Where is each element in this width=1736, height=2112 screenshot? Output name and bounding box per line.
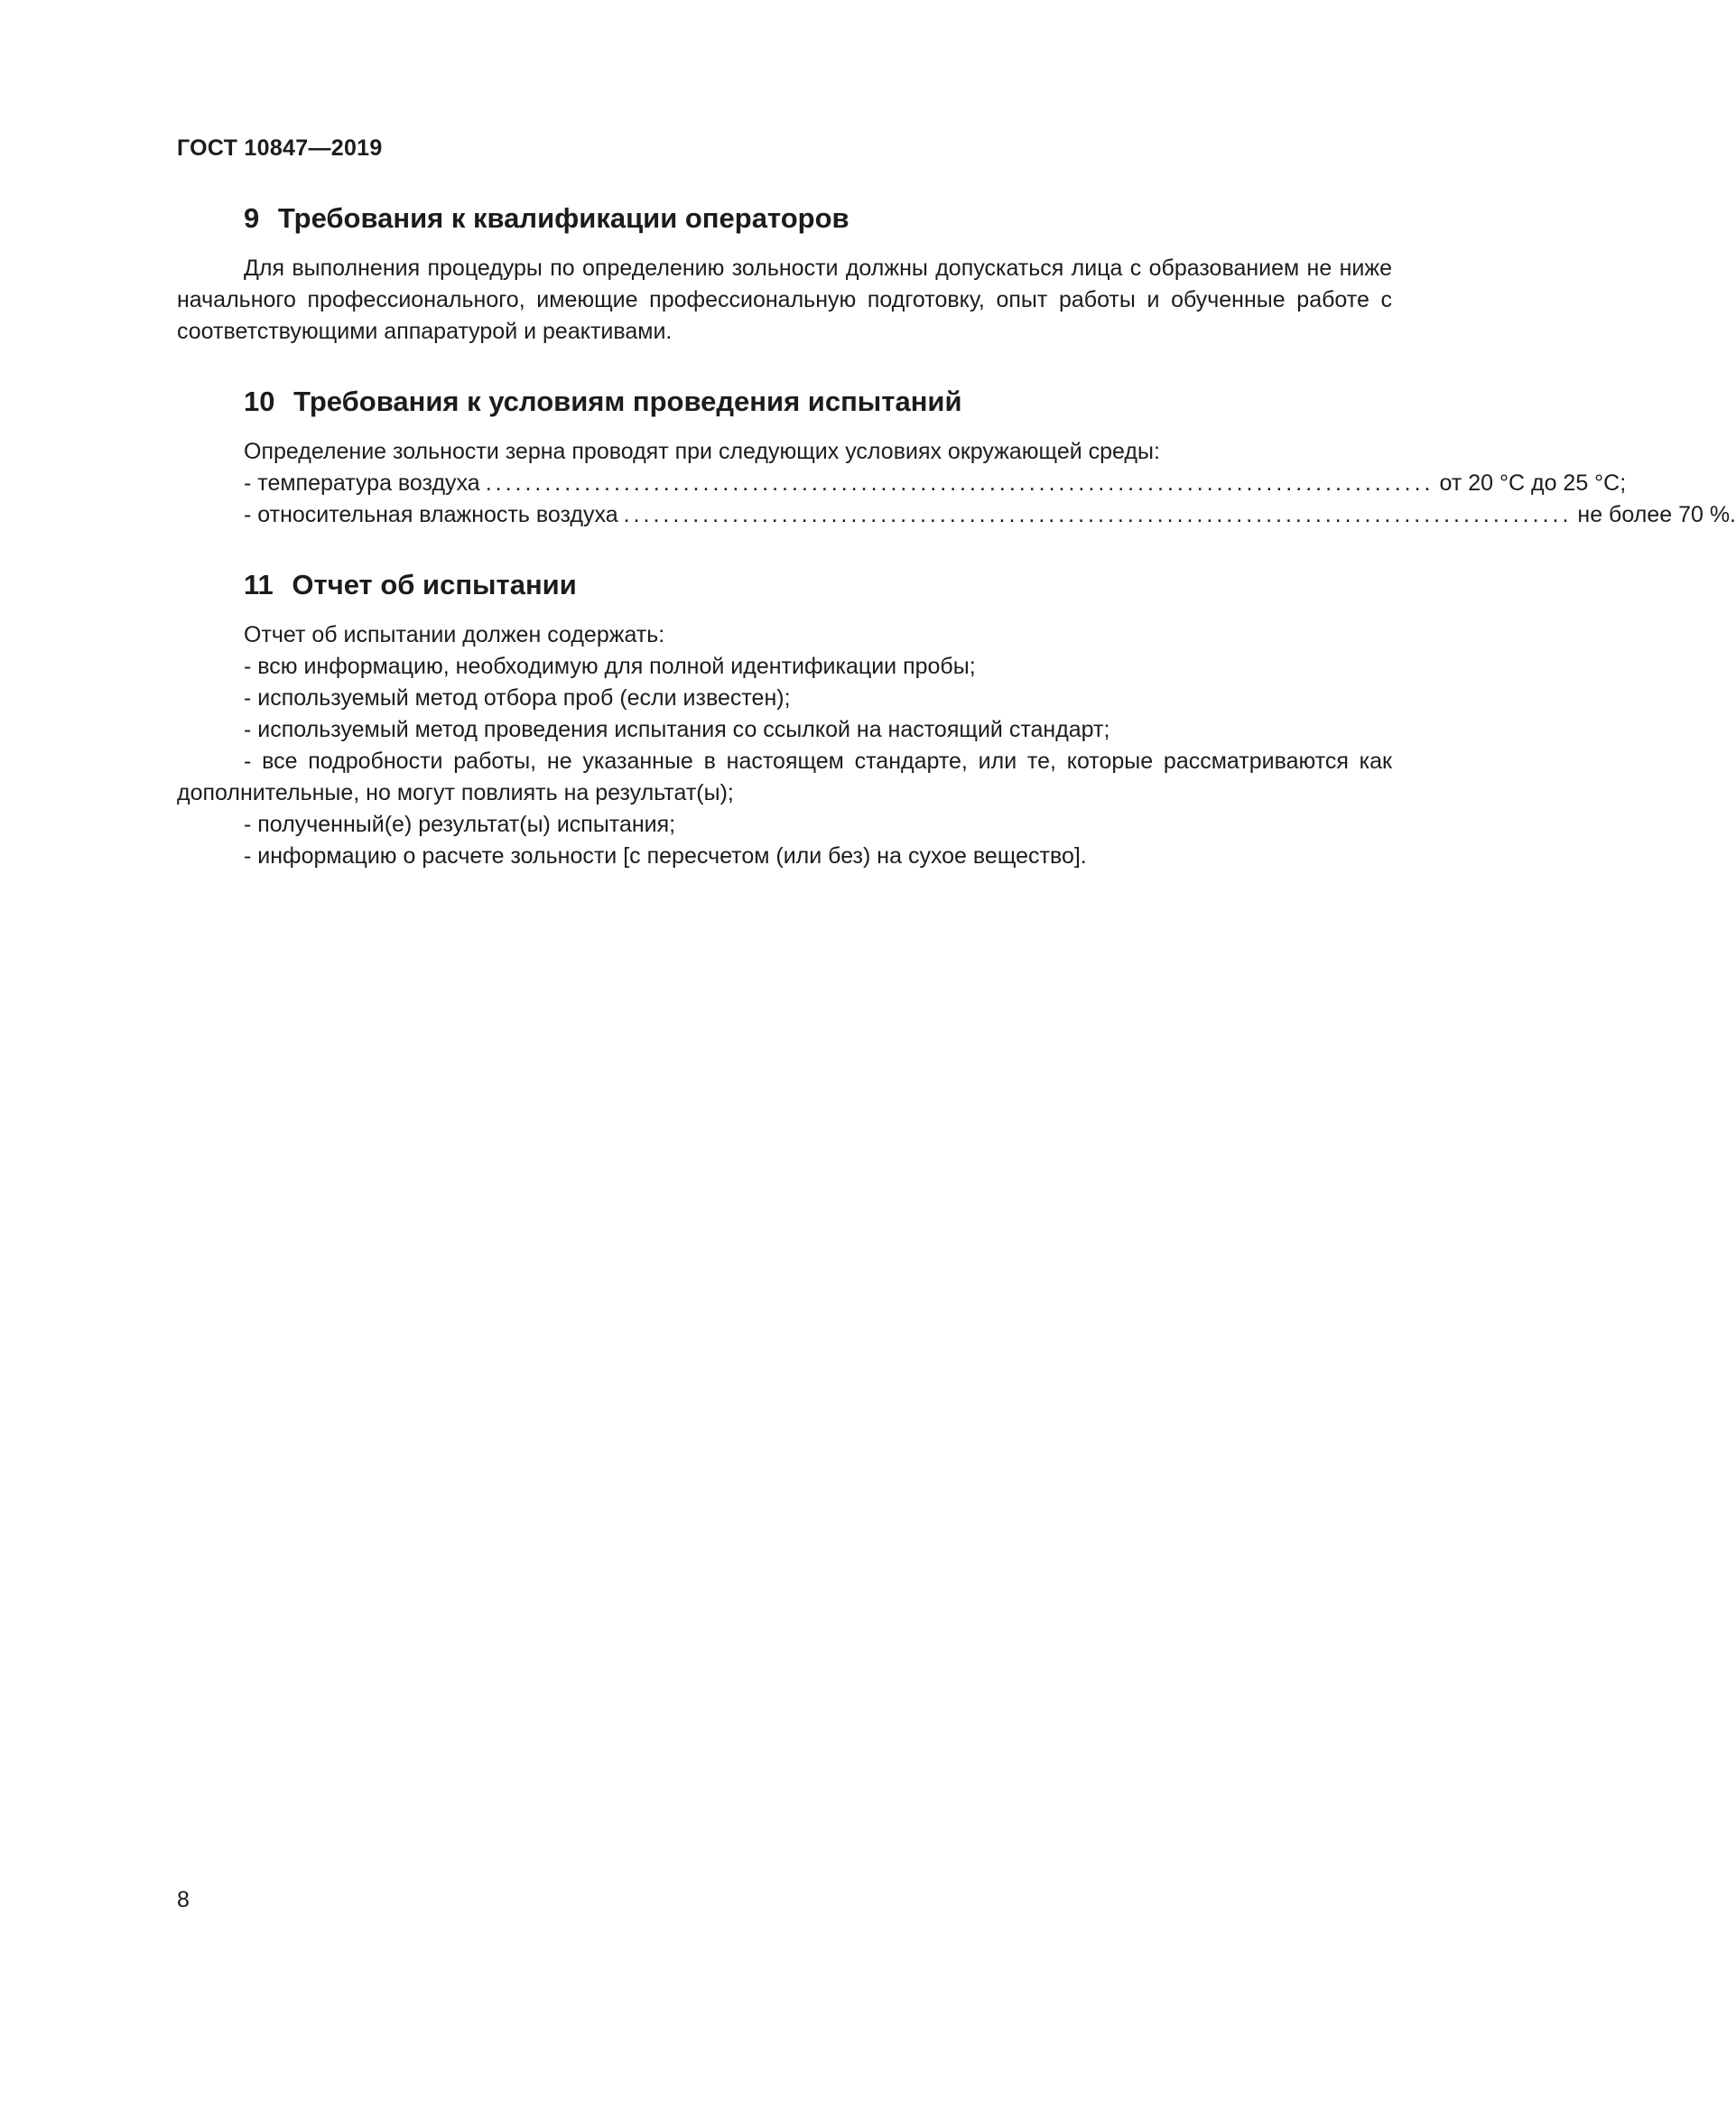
list-item: - используемый метод проведения испытания со ссылкой на настоящий стандарт; [244, 717, 1110, 742]
section-9 [177, 200, 1392, 348]
dot-leader: ................................................................................................ [623, 502, 1573, 527]
condition-label: - температура воздуха [244, 470, 480, 496]
section-paragraph: Для выполнения процедуры по определению зольности должны допускаться лица с образованием не ниже начального профессионального, имеющие профессиональную подготовку, опыт работы и обученные работе с соответствующими аппаратурой и реактивами. [177, 256, 1392, 344]
section-number: 9 [244, 202, 260, 234]
section-title [244, 200, 1392, 237]
list-item: - полученный(е) результат(ы) испытания; [244, 812, 676, 837]
section-intro: Определение зольности зерна проводят при следующих условиях окружающей среды: [244, 439, 1160, 464]
condition-row-temperature [177, 468, 1627, 499]
section-10 [177, 384, 1736, 531]
list-item: - используемый метод отбора проб (если известен); [244, 685, 791, 711]
section-title-text: Требования к условиям проведения испытаний [293, 386, 962, 417]
condition-value: от 20 °С до 25 °С; [1439, 470, 1627, 496]
section-title-text: Отчет об испытании [292, 569, 577, 600]
document-body [177, 200, 1736, 908]
section-title [244, 567, 1392, 603]
section-11 [177, 567, 1392, 872]
list-item: - информацию о расчете зольности [с пересчетом (или без) на сухое вещество]. [244, 843, 1087, 869]
section-title-text: Требования к квалификации операторов [277, 202, 849, 234]
condition-row-humidity [177, 499, 1736, 531]
list-item: - все подробности работы, не указанные в настоящем стандарте, или те, которые рассматриваются как дополнительные, но могут повлиять на результат(ы); [177, 749, 1392, 805]
page-number: 8 [177, 1887, 190, 1912]
dot-leader: ................................................................................................ [485, 470, 1434, 496]
condition-label: - относительная влажность воздуха [244, 502, 618, 527]
section-title [244, 384, 1392, 420]
section-number: 10 [244, 386, 275, 417]
section-intro: Отчет об испытании должен содержать: [244, 622, 665, 647]
section-number: 11 [244, 569, 274, 600]
list-item: - всю информацию, необходимую для полной идентификации пробы; [244, 654, 976, 679]
condition-value: не более 70 %. [1577, 502, 1736, 527]
document-header: ГОСТ 10847—2019 [177, 135, 383, 161]
